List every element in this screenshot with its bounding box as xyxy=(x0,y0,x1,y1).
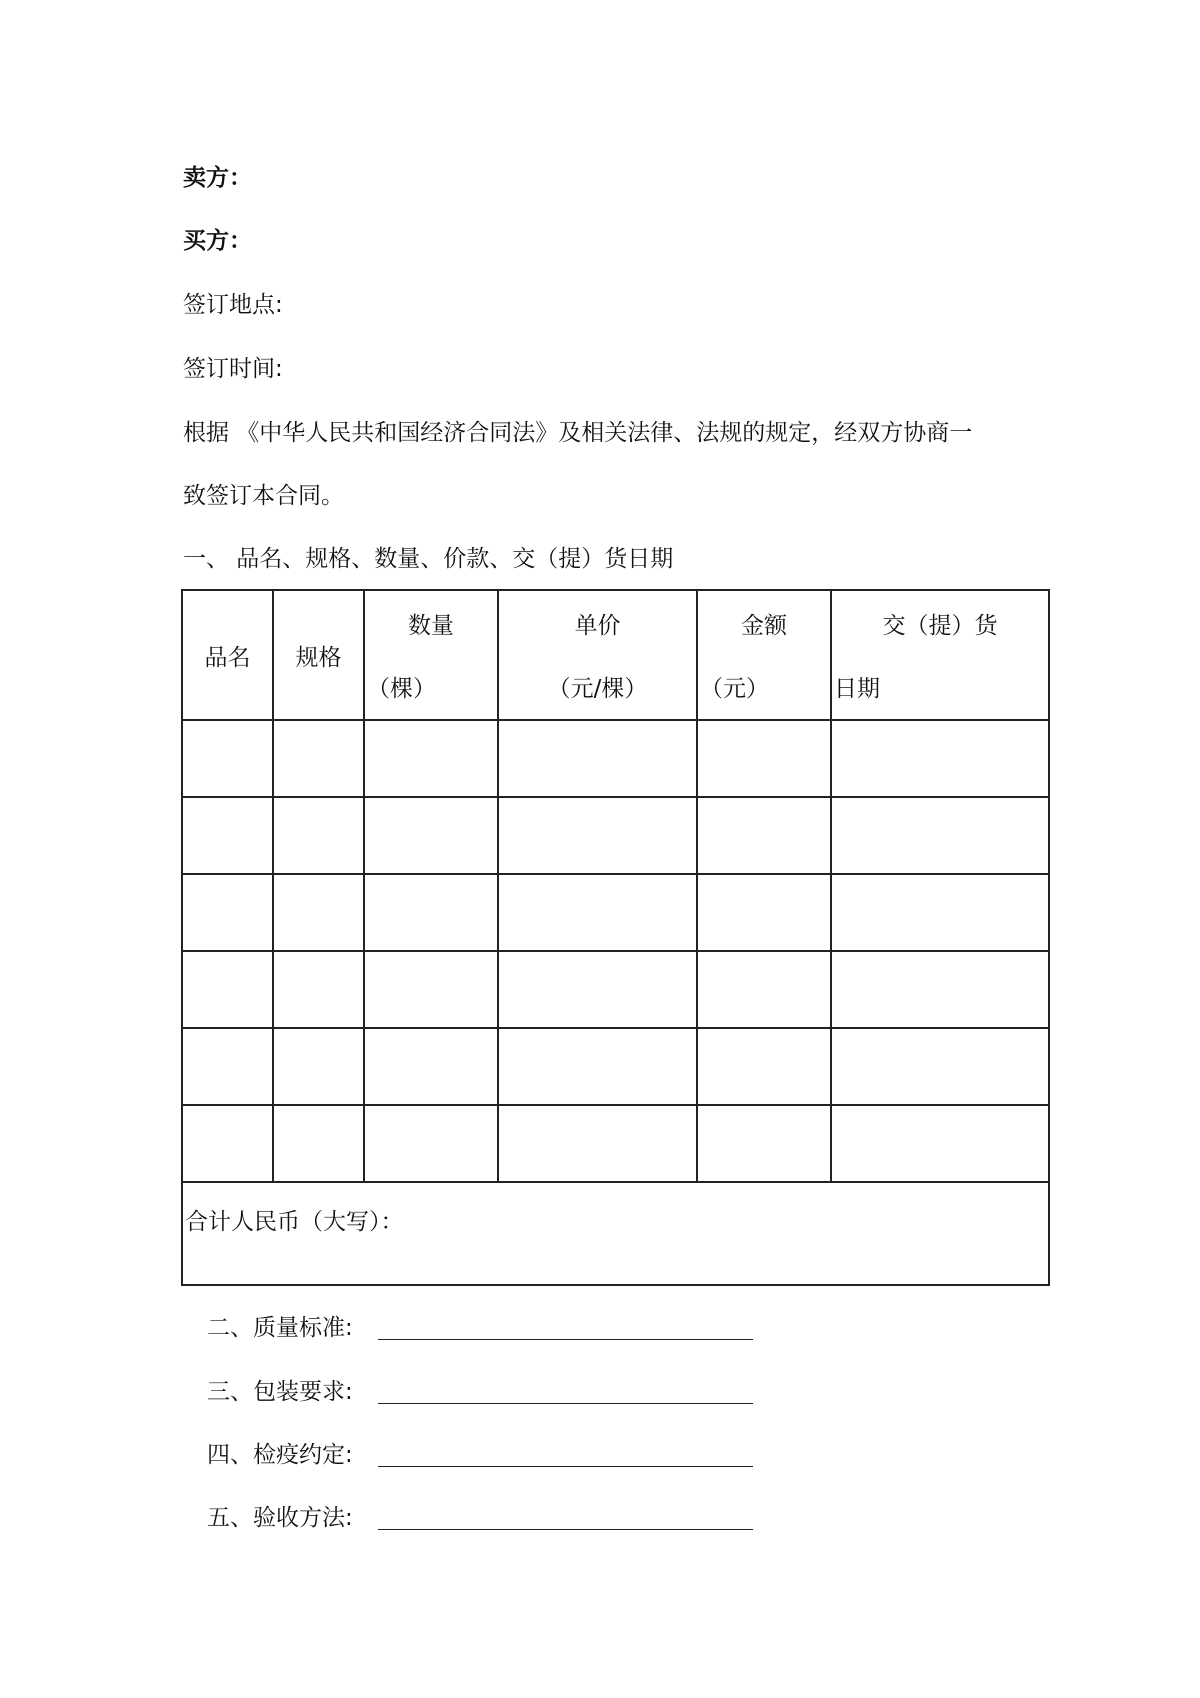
cell-amount[interactable] xyxy=(697,1105,831,1182)
clause-quality-label: 二、质量标准: xyxy=(207,1315,353,1341)
header-quantity-unit: （棵） xyxy=(367,676,436,702)
header-cell-unit-price xyxy=(498,590,697,720)
cell-spec[interactable] xyxy=(273,1028,364,1105)
total-cell[interactable] xyxy=(182,1182,1049,1285)
table-row xyxy=(182,720,1049,797)
cell-quantity[interactable] xyxy=(364,1105,498,1182)
cell-unit-price[interactable] xyxy=(498,1028,697,1105)
cell-spec[interactable] xyxy=(273,720,364,797)
cell-spec[interactable] xyxy=(273,951,364,1028)
header-amount-unit: （元） xyxy=(700,676,769,702)
header-cell-quantity xyxy=(364,590,498,720)
table-header-row xyxy=(182,590,1049,720)
cell-delivery-date[interactable] xyxy=(831,720,1049,797)
cell-unit-price[interactable] xyxy=(498,874,697,951)
cell-amount[interactable] xyxy=(697,951,831,1028)
cell-name[interactable] xyxy=(182,797,273,874)
cell-name[interactable] xyxy=(182,720,273,797)
cell-delivery-date[interactable] xyxy=(831,797,1049,874)
table-total-row xyxy=(182,1182,1049,1285)
cell-amount[interactable] xyxy=(697,874,831,951)
cell-name[interactable] xyxy=(182,1028,273,1105)
header-cell-delivery-date xyxy=(831,590,1049,720)
header-cell-name xyxy=(182,590,273,720)
header-cell-amount xyxy=(697,590,831,720)
cell-quantity[interactable] xyxy=(364,1028,498,1105)
table-row xyxy=(182,951,1049,1028)
header-cell-spec xyxy=(273,590,364,720)
clause-acceptance-label: 五、验收方法: xyxy=(207,1505,353,1531)
cell-delivery-date[interactable] xyxy=(831,874,1049,951)
header-quantity-label: 数量 xyxy=(408,613,454,639)
cell-spec[interactable] xyxy=(273,874,364,951)
cell-quantity[interactable] xyxy=(364,797,498,874)
cell-amount[interactable] xyxy=(697,797,831,874)
header-unit-price-unit: （元/棵） xyxy=(547,676,648,702)
cell-amount[interactable] xyxy=(697,1028,831,1105)
table-row xyxy=(182,1028,1049,1105)
cell-quantity[interactable] xyxy=(364,951,498,1028)
cell-quantity[interactable] xyxy=(364,874,498,951)
preamble-line-2: 致签订本合同。 xyxy=(183,483,344,509)
seller-label: 卖方： xyxy=(183,165,252,191)
header-name-label: 品名 xyxy=(204,644,251,671)
sign-time-label: 签订时间: xyxy=(183,356,283,382)
cell-delivery-date[interactable] xyxy=(831,951,1049,1028)
preamble-line-1: 根据 《中华人民共和国经济合同法》及相关法律、法规的规定，经双方协商一 xyxy=(183,420,973,446)
clause-packaging-label: 三、包装要求: xyxy=(207,1379,353,1405)
quarantine-blank-line[interactable] xyxy=(378,1466,753,1467)
cell-spec[interactable] xyxy=(273,797,364,874)
clause-quarantine-label: 四、检疫约定: xyxy=(207,1442,353,1468)
cell-name[interactable] xyxy=(182,951,273,1028)
header-spec-label: 规格 xyxy=(295,644,342,671)
cell-quantity[interactable] xyxy=(364,720,498,797)
table-row xyxy=(182,1105,1049,1182)
packaging-blank-line[interactable] xyxy=(378,1403,753,1404)
cell-spec[interactable] xyxy=(273,1105,364,1182)
cell-delivery-date[interactable] xyxy=(831,1028,1049,1105)
cell-amount[interactable] xyxy=(697,720,831,797)
header-delivery-date-label: 日期 xyxy=(834,676,880,702)
sign-place-label: 签订地点: xyxy=(183,292,283,318)
cell-name[interactable] xyxy=(182,874,273,951)
cell-unit-price[interactable] xyxy=(498,720,697,797)
acceptance-blank-line[interactable] xyxy=(378,1529,753,1530)
table-row xyxy=(182,797,1049,874)
header-unit-price-label: 单价 xyxy=(574,613,621,639)
cell-unit-price[interactable] xyxy=(498,797,697,874)
header-amount-label: 金额 xyxy=(741,613,787,639)
cell-delivery-date[interactable] xyxy=(831,1105,1049,1182)
cell-name[interactable] xyxy=(182,1105,273,1182)
cell-unit-price[interactable] xyxy=(498,951,697,1028)
cell-unit-price[interactable] xyxy=(498,1105,697,1182)
header-delivery-label: 交（提）货 xyxy=(882,613,998,639)
total-label: 合计人民币（大写）： xyxy=(185,1209,404,1235)
table-row xyxy=(182,874,1049,951)
quality-blank-line[interactable] xyxy=(378,1339,753,1340)
section-1-title: 一、 品名、规格、数量、价款、交（提）货日期 xyxy=(183,546,674,572)
goods-table xyxy=(181,589,1050,1286)
buyer-label: 买方： xyxy=(183,228,252,254)
